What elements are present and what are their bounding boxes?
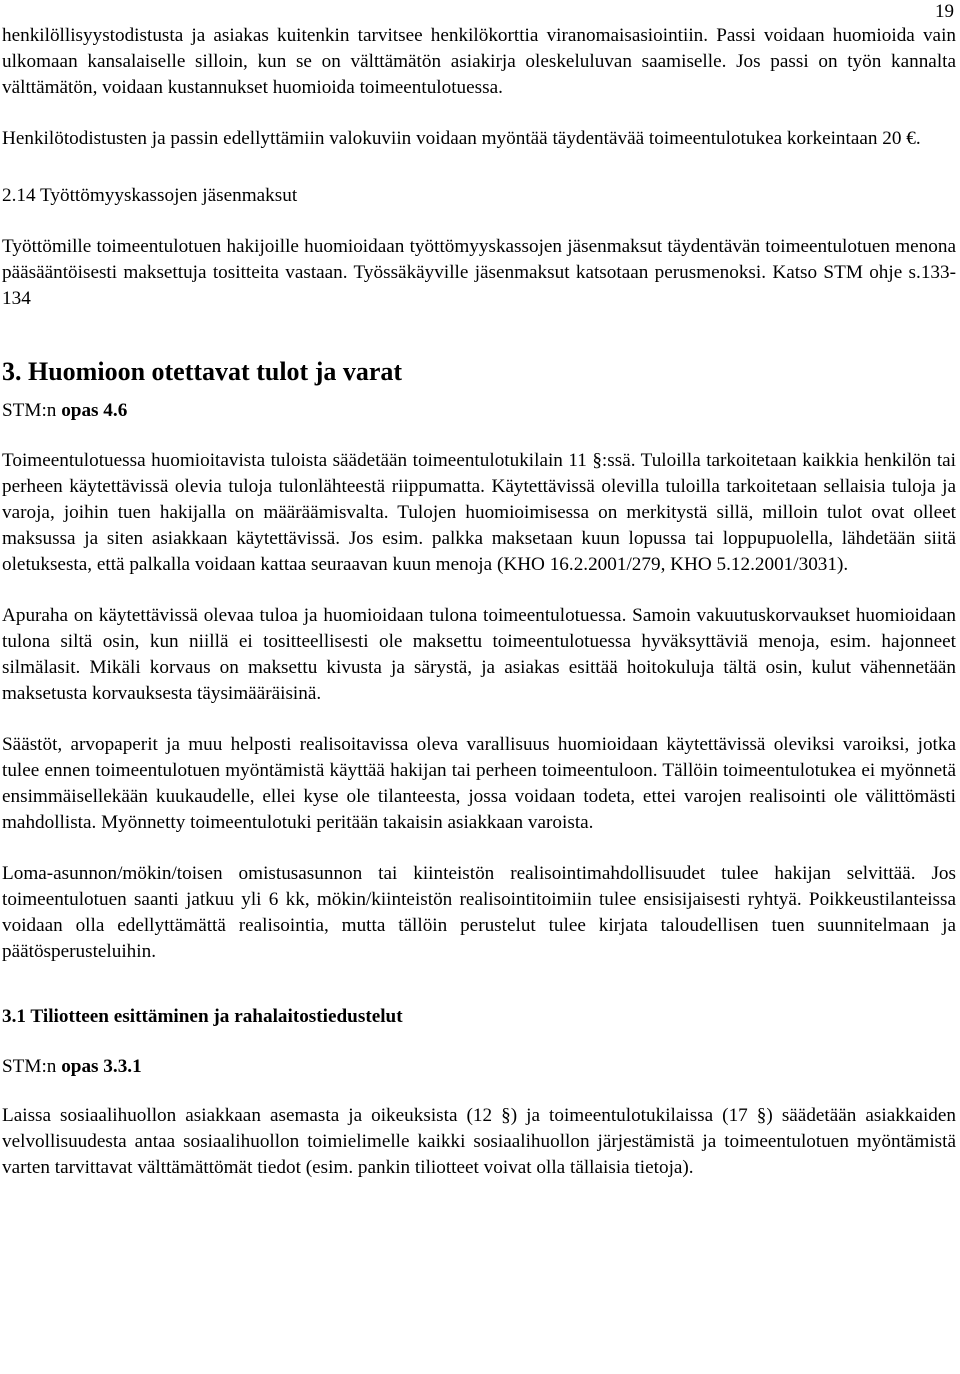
reference-guide-number: opas 4.6	[61, 400, 128, 421]
stm-guide-reference-4-6	[2, 398, 956, 424]
paragraph-photos: Henkilötodistusten ja passin edellyttämiin valokuviin voidaan myöntää täydentävää toimeentulotukea korkeintaan 20 €.	[2, 128, 921, 149]
paragraph-membership-fees: Työttömille toimeentulotuen hakijoille huomioidaan työttömyyskassojen jäsenmaksut täydentävän toimeentulotuen menona pääsääntöisesti maksettuja tositteita vastaan. Työssäkäyville jäsenmaksut katsotaan perusmenoksi. Katso STM ohje s.133- 134	[2, 236, 956, 309]
paragraph-income: Toimeentulotuessa huomioitavista tuloista säädetään toimeentulotukilain 11 §:ssä. Tuloilla tarkoitetaan kaikkia henkilön tai perheen käytettävissä olevia tuloja tulonlähteestä riippumatta. Käytettävissä olevilla tuloilla tarkoitetaan sellaisia tuloja ja varoja, joihin tuen hakijalla on määräämisvalta. Tulojen huomioimisessa on merkitystä sillä, milloin tulot ovat olleet maksussa ja siten asiakkaan käytettävissä. Jos esim. palkka maksetaan kuun lopussa tai loppupuolella, lähdetään siitä oletuksesta, että palkalla voidaan kattaa seuraavan kuun menoja (KHO 16.2.2001/279, KHO 5.12.2001/3031).	[2, 450, 956, 575]
paragraph-savings: Säästöt, arvopaperit ja muu helposti realisoitavissa oleva varallisuus huomioidaan käytettävissä oleviksi varoiksi, jotka tulee ennen toimeentulotuen myöntämistä käyttää hakijan tai perheen toimeentuloon. Tällöin toimeentulotukea ei myönnetä ensimmäisellekään kuukaudelle, ellei kyse ole tilanteesta, jossa voidaan todeta, ettei varojen realisointi ole välittömästi mahdollista. Myönnetty toimeentulotuki peritään takaisin asiakkaan varoista.	[2, 734, 956, 833]
document-body	[2, 23, 956, 1181]
page-number: 19	[935, 1, 954, 22]
paragraph-grants: Apuraha on käytettävissä olevaa tuloa ja huomioidaan tulona toimeentulotuessa. Samoin vakuutuskorvaukset huomioidaan tulona siltä osin, kun niillä ei tositteellisesti ole maksettu toimeentulotuessa hyväksyttäviä menoja, esim. hajonneet silmälasit. Mikäli korvaus on maksettu kivusta ja särystä, ja asiakas esittää hoitokuluja tältä osin, kulut vähennetään maksetusta korvauksesta täysimääräisinä.	[2, 605, 956, 704]
reference-guide-number: opas 3.3.1	[61, 1056, 142, 1077]
paragraph-holiday-home: Loma-asunnon/mökin/toisen omistusasunnon tai kiinteistön realisointimahdollisuudet tulee hakijan selvittää. Jos toimeentulotuen saanti jatkuu yli 6 kk, mökin/kiinteistön realisointitoimiin tulee ensisijaisesti ryhtyä. Poikkeustilanteissa voidaan olla edellyttämättä realisointia, mutta tällöin perustelut tulee kirjata taloudellisen tuen suunnitelmaan ja päätösperusteluihin.	[2, 863, 956, 962]
paragraph-statements: Laissa sosiaalihuollon asiakkaan asemasta ja oikeuksista (12 §) ja toimeentulotukilaissa (17 §) säädetään asiakkaiden velvollisuudesta antaa sosiaalihuollon toimielimelle kaikki sosiaalihuollon järjestämistä ja toimeentulotuen myöntämistä varten tarvittavat välttämättömät tiedot (esim. pankin tiliotteet voivat olla tällaisia tietoja).	[2, 1105, 956, 1178]
reference-prefix: STM:n	[2, 400, 62, 421]
stm-guide-reference-3-3-1	[2, 1054, 956, 1080]
section-heading-2-14: 2.14 Työttömyyskassojen jäsenmaksut	[2, 185, 298, 206]
section-heading-3: 3. Huomioon otettavat tulot ja varat	[2, 357, 403, 386]
section-heading-3-1: 3.1 Tiliotteen esittäminen ja rahalaitostiedustelut	[2, 1006, 403, 1027]
paragraph-passport: henkilöllisyystodistusta ja asiakas kuitenkin tarvitsee henkilökorttia viranomaisasiointiin. Passi voidaan huomioida vain ulkomaan kansalaiselle silloin, kun se on välttämätön asiakirja oleskeluluvan saamiselle. Jos passi on työn kannalta välttämätön, voidaan kustannukset huomioida toimeentulotuessa.	[2, 25, 956, 98]
reference-prefix: STM:n	[2, 1056, 62, 1077]
